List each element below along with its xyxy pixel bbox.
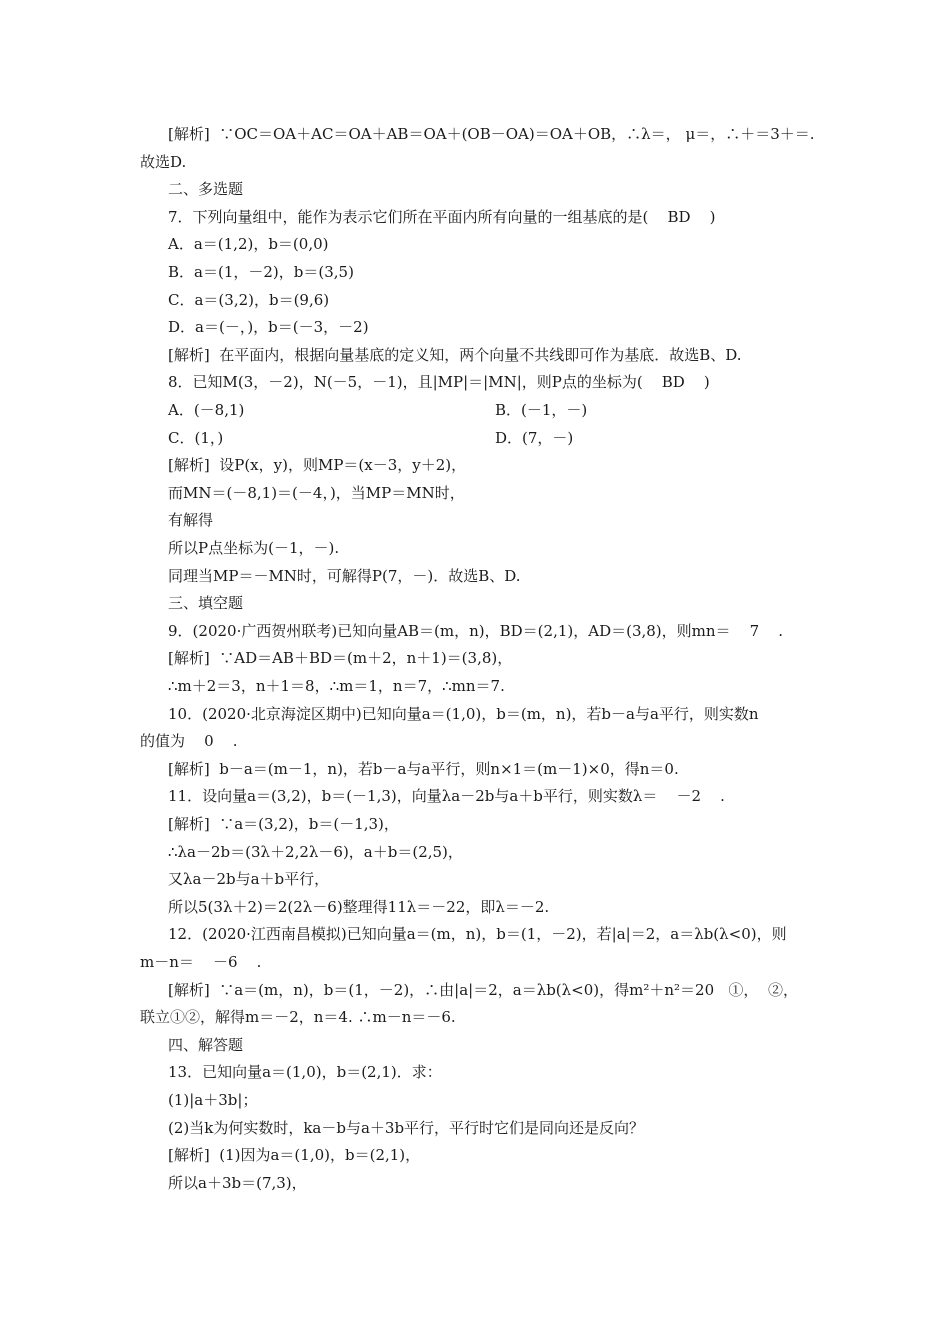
text-line: 故选D. — [140, 153, 187, 171]
text-line: [解析] b－a＝(m－1，n)，若b－a与a平行，则n×1＝(m－1)×0，得n＝0. — [168, 760, 679, 778]
text-line: 12．(2020·江西南昌模拟)已知向量a＝(m，n)，b＝(1，－2)，若|a|＝2，a＝λb(λ<0)，则 — [168, 925, 787, 943]
option-right-column: D．(7，－) — [495, 429, 574, 447]
text-line: [解析] ∵AD＝AB＋BD＝(m＋2，n＋1)＝(3,8)， — [168, 649, 513, 667]
text-line: B．a＝(1，－2)，b＝(3,5) — [168, 263, 354, 281]
text-line: ∴λa－2b＝(3λ＋2,2λ－6)，a＋b＝(2,5)， — [168, 843, 463, 861]
text-line: 同理当MP＝－MN时，可解得P(7，－)．故选B、D. — [168, 567, 521, 585]
text-line: ∴m＋2＝3，n＋1＝8，∴m＝1，n＝7，∴mn＝7. — [168, 677, 505, 695]
text-line: [解析] ∵OC＝OA＋AC＝OA＋AB＝OA＋(OB－OA)＝OA＋OB，∴λ＝， μ＝，∴＋＝3＋＝. — [168, 125, 815, 143]
text-line: A．(－8,1) — [168, 401, 245, 419]
text-line: 7．下列向量组中，能作为表示它们所在平面内所有向量的一组基底的是( BD ) — [168, 208, 716, 226]
text-line: [解析] 设P(x，y)，则MP＝(x－3，y＋2)， — [168, 456, 467, 474]
text-line: 10．(2020·北京海淀区期中)已知向量a＝(1,0)，b＝(m，n)，若b－a与a平行，则实数n — [168, 705, 759, 723]
text-line: [解析] ∵a＝(m，n)，b＝(1，－2)，∴由|a|＝2，a＝λb(λ<0)，得m²＋n²＝20 ①， ②， — [168, 981, 798, 999]
text-line: 三、填空题 — [168, 594, 244, 612]
text-line: 13．已知向量a＝(1,0)，b＝(2,1)．求： — [168, 1063, 442, 1081]
text-line: 联立①②，解得m＝－2，n＝4. ∴m－n＝－6. — [140, 1008, 456, 1026]
text-line: 有解得 — [168, 511, 214, 529]
text-line: (1)|a＋3b|； — [168, 1091, 258, 1109]
text-line: 二、多选题 — [168, 180, 244, 198]
text-line: 又λa－2b与a＋b平行， — [168, 870, 330, 888]
text-line: 所以5(3λ＋2)＝2(2λ－6)整理得11λ＝－22，即λ＝－2. — [168, 898, 550, 916]
text-line: C．(1，) — [168, 429, 224, 447]
text-line: 所以a＋3b＝(7,3)， — [168, 1174, 307, 1192]
text-line: [解析] 在平面内，根据向量基底的定义知，两个向量不共线即可作为基底．故选B、D. — [168, 346, 742, 364]
text-line: (2)当k为何实数时，ka－b与a＋3b平行，平行时它们是同向还是反向？ — [168, 1119, 645, 1137]
text-line: 所以P点坐标为(－1，－). — [168, 539, 340, 557]
text-line: 11．设向量a＝(3,2)，b＝(－1,3)，向量λa－2b与a＋b平行，则实数λ＝ －2 . — [168, 787, 725, 805]
text-line: [解析] (1)因为a＝(1,0)，b＝(2,1)， — [168, 1146, 421, 1164]
text-line: [解析] ∵a＝(3,2)，b＝(－1,3)， — [168, 815, 399, 833]
text-line: 四、解答题 — [168, 1036, 244, 1054]
option-right-column: B．(－1，－) — [495, 401, 588, 419]
text-line: 9．(2020·广西贺州联考)已知向量AB＝(m，n)，BD＝(2,1)，AD＝(3,8)，则mn＝ 7 . — [168, 622, 784, 640]
text-line: 的值为 0 . — [140, 732, 238, 750]
text-line: D．a＝(－，)，b＝(－3，－2) — [168, 318, 369, 336]
text-line: 而MN＝(－8,1)＝(－4，)，当MP＝MN时， — [168, 484, 465, 502]
text-line: A．a＝(1,2)，b＝(0,0) — [168, 235, 329, 253]
text-line: C．a＝(3,2)，b＝(9,6) — [168, 291, 330, 309]
text-line: 8．已知M(3，－2)，N(－5，－1)，且|MP|＝|MN|，则P点的坐标为( BD ) — [168, 373, 710, 391]
text-line: m－n＝ －6 . — [140, 953, 262, 971]
